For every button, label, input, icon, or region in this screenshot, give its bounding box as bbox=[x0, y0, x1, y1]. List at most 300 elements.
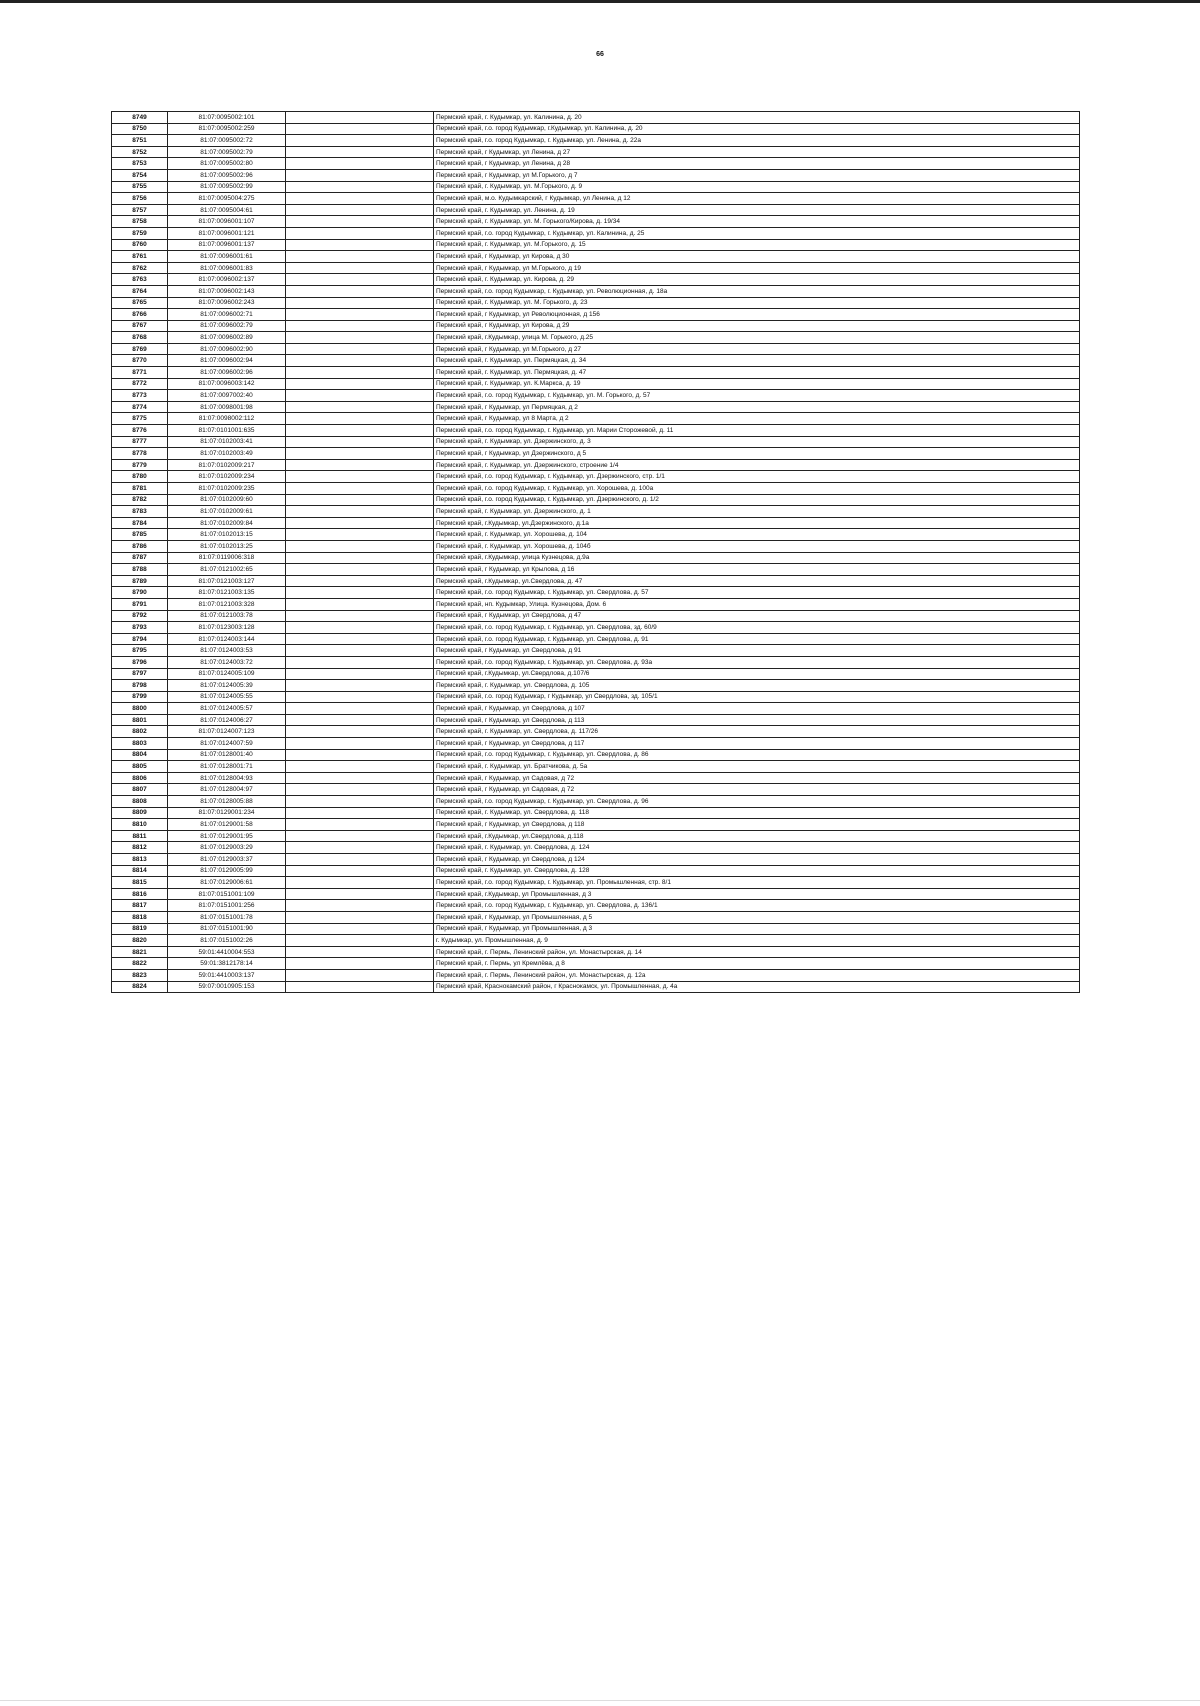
table-row bbox=[112, 575, 1080, 587]
row-number-cell: 8819 bbox=[112, 923, 168, 935]
cadastral-number-cell: 81:07:0096002:79 bbox=[168, 320, 286, 332]
row-number-cell: 8818 bbox=[112, 911, 168, 923]
empty-cell bbox=[286, 575, 434, 587]
address-cell: Пермский край, г. Кудымкар, ул. Дзержинского, д. 3 bbox=[434, 436, 1080, 448]
cadastral-number-cell: 81:07:0121003:135 bbox=[168, 587, 286, 599]
address-cell: Пермский край, г Кудымкар, ул Свердлова, д 124 bbox=[434, 854, 1080, 866]
cadastral-number-cell: 81:07:0102009:217 bbox=[168, 459, 286, 471]
address-cell: Пермский край, г. Кудымкар, ул. К.Маркса, д. 19 bbox=[434, 378, 1080, 390]
cadastral-number-cell: 81:07:0151001:78 bbox=[168, 911, 286, 923]
table-row bbox=[112, 506, 1080, 518]
cadastral-number-cell: 81:07:0096001:83 bbox=[168, 262, 286, 274]
table-row bbox=[112, 390, 1080, 402]
address-cell: Пермский край, г.Кудымкар, ул.Свердлова, д.107/6 bbox=[434, 668, 1080, 680]
address-cell: Пермский край, г.о. город Кудымкар, г. Кудымкар, ул. Ленина, д. 22а bbox=[434, 135, 1080, 147]
address-cell: Пермский край, г Кудымкар, ул Промышленная, д 3 bbox=[434, 923, 1080, 935]
cadastral-number-cell: 81:07:0095004:61 bbox=[168, 204, 286, 216]
table-row bbox=[112, 830, 1080, 842]
empty-cell bbox=[286, 900, 434, 912]
row-number-cell: 8812 bbox=[112, 842, 168, 854]
address-cell: Пермский край, г. Пермь, ул Кремлёва, д 8 bbox=[434, 958, 1080, 970]
empty-cell bbox=[286, 506, 434, 518]
table-row bbox=[112, 274, 1080, 286]
row-number-cell: 8760 bbox=[112, 239, 168, 251]
address-cell: Пермский край, Краснокамский район, г Краснокамск, ул. Промышленная, д. 4а bbox=[434, 981, 1080, 993]
empty-cell bbox=[286, 911, 434, 923]
empty-cell bbox=[286, 842, 434, 854]
table-row bbox=[112, 819, 1080, 831]
empty-cell bbox=[286, 981, 434, 993]
cadastral-number-cell: 81:07:0129001:58 bbox=[168, 819, 286, 831]
row-number-cell: 8796 bbox=[112, 656, 168, 668]
address-cell: Пермский край, г. Пермь, Ленинский район, ул. Монастырская, д. 12а bbox=[434, 969, 1080, 981]
row-number-cell: 8784 bbox=[112, 517, 168, 529]
cadastral-number-cell: 81:07:0095002:96 bbox=[168, 169, 286, 181]
empty-cell bbox=[286, 367, 434, 379]
empty-cell bbox=[286, 146, 434, 158]
empty-cell bbox=[286, 923, 434, 935]
table-row bbox=[112, 633, 1080, 645]
empty-cell bbox=[286, 888, 434, 900]
address-cell: Пермский край, г Кудымкар, ул Свердлова, д 117 bbox=[434, 738, 1080, 750]
empty-cell bbox=[286, 390, 434, 402]
row-number-cell: 8755 bbox=[112, 181, 168, 193]
address-cell: Пермский край, г. Кудымкар, ул. Пермяцкая, д. 47 bbox=[434, 367, 1080, 379]
empty-cell bbox=[286, 285, 434, 297]
row-number-cell: 8771 bbox=[112, 367, 168, 379]
cadastral-number-cell: 81:07:0095002:72 bbox=[168, 135, 286, 147]
cadastral-number-cell: 81:07:0128005:88 bbox=[168, 796, 286, 808]
row-number-cell: 8767 bbox=[112, 320, 168, 332]
empty-cell bbox=[286, 204, 434, 216]
address-cell: Пермский край, г Кудымкар, ул Садовая, д 72 bbox=[434, 772, 1080, 784]
address-cell: Пермский край, г Кудымкар, ул М.Горького, д 19 bbox=[434, 262, 1080, 274]
table-row bbox=[112, 923, 1080, 935]
row-number-cell: 8783 bbox=[112, 506, 168, 518]
table-row bbox=[112, 517, 1080, 529]
table-row bbox=[112, 540, 1080, 552]
empty-cell bbox=[286, 761, 434, 773]
cadastral-number-cell: 81:07:0151001:109 bbox=[168, 888, 286, 900]
cadastral-number-cell: 81:07:0096001:137 bbox=[168, 239, 286, 251]
empty-cell bbox=[286, 332, 434, 344]
cadastral-number-cell: 81:07:0123003:128 bbox=[168, 622, 286, 634]
address-cell: Пермский край, г.о. город Кудымкар, г.Кудымкар, ул. Калинина, д. 20 bbox=[434, 123, 1080, 135]
table-row bbox=[112, 251, 1080, 263]
address-cell: Пермский край, г Кудымкар, ул Крылова, д 16 bbox=[434, 564, 1080, 576]
table-row bbox=[112, 738, 1080, 750]
row-number-cell: 8768 bbox=[112, 332, 168, 344]
row-number-cell: 8815 bbox=[112, 877, 168, 889]
empty-cell bbox=[286, 633, 434, 645]
address-cell: Пермский край, г.о. город Кудымкар, г. Кудымкар, ул. Дзержинского, д. 1/2 bbox=[434, 494, 1080, 506]
empty-cell bbox=[286, 262, 434, 274]
cadastral-number-cell: 81:07:0129003:37 bbox=[168, 854, 286, 866]
cadastral-number-cell: 81:07:0096002:143 bbox=[168, 285, 286, 297]
row-number-cell: 8775 bbox=[112, 413, 168, 425]
row-number-cell: 8821 bbox=[112, 946, 168, 958]
row-number-cell: 8788 bbox=[112, 564, 168, 576]
cadastral-number-cell: 81:07:0129003:29 bbox=[168, 842, 286, 854]
address-cell: Пермский край, г Кудымкар, ул Садовая, д 72 bbox=[434, 784, 1080, 796]
cadastral-number-cell: 81:07:0124003:53 bbox=[168, 645, 286, 657]
address-cell: Пермский край, г. Кудымкар, ул. Свердлова, д. 128 bbox=[434, 865, 1080, 877]
empty-cell bbox=[286, 854, 434, 866]
table-row bbox=[112, 193, 1080, 205]
cadastral-number-cell: 81:07:0095002:101 bbox=[168, 112, 286, 124]
cadastral-number-cell: 81:07:0124005:57 bbox=[168, 703, 286, 715]
empty-cell bbox=[286, 784, 434, 796]
empty-cell bbox=[286, 656, 434, 668]
row-number-cell: 8777 bbox=[112, 436, 168, 448]
cadastral-number-cell: 81:07:0121003:127 bbox=[168, 575, 286, 587]
address-cell: Пермский край, г. Кудымкар, ул. Кирова, д. 29 bbox=[434, 274, 1080, 286]
address-cell: Пермский край, г.о. город Кудымкар, г. Кудымкар, ул. Хорошева, д. 100а bbox=[434, 483, 1080, 495]
table-row bbox=[112, 332, 1080, 344]
table-row bbox=[112, 285, 1080, 297]
table-row bbox=[112, 761, 1080, 773]
empty-cell bbox=[286, 540, 434, 552]
cadastral-number-cell: 81:07:0098001:98 bbox=[168, 401, 286, 413]
row-number-cell: 8804 bbox=[112, 749, 168, 761]
address-cell: Пермский край, г Кудымкар, ул Свердлова, д 47 bbox=[434, 610, 1080, 622]
cadastral-number-cell: 81:07:0151001:256 bbox=[168, 900, 286, 912]
page-number: 66 bbox=[596, 51, 604, 58]
row-number-cell: 8816 bbox=[112, 888, 168, 900]
row-number-cell: 8801 bbox=[112, 714, 168, 726]
table-row bbox=[112, 343, 1080, 355]
address-cell: Пермский край, г.о. город Кудымкар, г. Кудымкар, ул. Дзержинского, стр. 1/1 bbox=[434, 471, 1080, 483]
row-number-cell: 8805 bbox=[112, 761, 168, 773]
table-row bbox=[112, 309, 1080, 321]
cadastral-number-cell: 81:07:0102003:41 bbox=[168, 436, 286, 448]
row-number-cell: 8776 bbox=[112, 425, 168, 437]
table-row bbox=[112, 587, 1080, 599]
address-cell: Пермский край, г. Кудымкар, ул. Свердлова, д. 124 bbox=[434, 842, 1080, 854]
address-cell: Пермский край, г. Кудымкар, ул. Братчикова, д. 5а bbox=[434, 761, 1080, 773]
cadastral-number-cell: 81:07:0121002:65 bbox=[168, 564, 286, 576]
table-row bbox=[112, 297, 1080, 309]
row-number-cell: 8754 bbox=[112, 169, 168, 181]
table-row bbox=[112, 911, 1080, 923]
cadastral-number-cell: 59:01:4410004:553 bbox=[168, 946, 286, 958]
table-row bbox=[112, 123, 1080, 135]
address-cell: Пермский край, г.Кудымкар, ул.Свердлова, д.118 bbox=[434, 830, 1080, 842]
address-cell: Пермский край, г. Кудымкар, ул. М. Горького/Кирова, д. 19/34 bbox=[434, 216, 1080, 228]
address-cell: Пермский край, г. Кудымкар, ул. Свердлова, д. 105 bbox=[434, 680, 1080, 692]
table-row bbox=[112, 645, 1080, 657]
address-cell: Пермский край, г.о. город Кудымкар, г. Кудымкар, ул. Марии Сторожевой, д. 11 bbox=[434, 425, 1080, 437]
empty-cell bbox=[286, 355, 434, 367]
empty-cell bbox=[286, 251, 434, 263]
cadastral-number-cell: 81:07:0129006:61 bbox=[168, 877, 286, 889]
table-row bbox=[112, 877, 1080, 889]
row-number-cell: 8822 bbox=[112, 958, 168, 970]
empty-cell bbox=[286, 494, 434, 506]
cadastral-number-cell: 81:07:0096002:137 bbox=[168, 274, 286, 286]
address-cell: Пермский край, г. Кудымкар, ул. Дзержинского, строение 1/4 bbox=[434, 459, 1080, 471]
table-row bbox=[112, 367, 1080, 379]
row-number-cell: 8766 bbox=[112, 309, 168, 321]
address-cell: Пермский край, г.о. город Кудымкар, г. Кудымкар, ул. Революционная, д. 18а bbox=[434, 285, 1080, 297]
address-cell: Пермский край, г Кудымкар, ул Ленина, д 28 bbox=[434, 158, 1080, 170]
row-number-cell: 8761 bbox=[112, 251, 168, 263]
cadastral-number-cell: 81:07:0095002:80 bbox=[168, 158, 286, 170]
cadastral-number-cell: 81:07:0151001:90 bbox=[168, 923, 286, 935]
empty-cell bbox=[286, 552, 434, 564]
empty-cell bbox=[286, 726, 434, 738]
row-number-cell: 8764 bbox=[112, 285, 168, 297]
empty-cell bbox=[286, 401, 434, 413]
row-number-cell: 8807 bbox=[112, 784, 168, 796]
empty-cell bbox=[286, 169, 434, 181]
row-number-cell: 8824 bbox=[112, 981, 168, 993]
row-number-cell: 8769 bbox=[112, 343, 168, 355]
address-cell: Пермский край, г. Кудымкар, ул. Свердлова, д. 117/26 bbox=[434, 726, 1080, 738]
row-number-cell: 8813 bbox=[112, 854, 168, 866]
cadastral-number-cell: 81:07:0096002:90 bbox=[168, 343, 286, 355]
empty-cell bbox=[286, 471, 434, 483]
cadastral-number-cell: 81:07:0124005:55 bbox=[168, 691, 286, 703]
table-row bbox=[112, 807, 1080, 819]
table-row bbox=[112, 169, 1080, 181]
address-cell: Пермский край, г. Кудымкар, ул. Калинина, д. 20 bbox=[434, 112, 1080, 124]
address-cell: г. Кудымкар, ул. Промышленная, д. 9 bbox=[434, 935, 1080, 947]
row-number-cell: 8762 bbox=[112, 262, 168, 274]
address-cell: Пермский край, г. Кудымкар, ул. М.Горького, д. 15 bbox=[434, 239, 1080, 251]
cadastral-number-cell: 81:07:0121003:78 bbox=[168, 610, 286, 622]
table-row bbox=[112, 958, 1080, 970]
row-number-cell: 8789 bbox=[112, 575, 168, 587]
row-number-cell: 8750 bbox=[112, 123, 168, 135]
address-cell: Пермский край, г Кудымкар, ул Свердлова, д 118 bbox=[434, 819, 1080, 831]
empty-cell bbox=[286, 807, 434, 819]
address-cell: Пермский край, г.Кудымкар, ул Промышленная, д 3 bbox=[434, 888, 1080, 900]
cadastral-number-cell: 81:07:0124005:109 bbox=[168, 668, 286, 680]
address-cell: Пермский край, г. Кудымкар, ул. М.Горького, д. 9 bbox=[434, 181, 1080, 193]
empty-cell bbox=[286, 738, 434, 750]
cadastral-number-cell: 81:07:0096002:243 bbox=[168, 297, 286, 309]
table-row bbox=[112, 355, 1080, 367]
cadastral-number-cell: 81:07:0128004:97 bbox=[168, 784, 286, 796]
address-cell: Пермский край, г Кудымкар, ул Ленина, д 27 bbox=[434, 146, 1080, 158]
address-cell: Пермский край, г.Кудымкар, улица М. Горького, д.25 bbox=[434, 332, 1080, 344]
address-cell: Пермский край, г. Кудымкар, ул. М. Горького, д. 23 bbox=[434, 297, 1080, 309]
empty-cell bbox=[286, 425, 434, 437]
row-number-cell: 8792 bbox=[112, 610, 168, 622]
table-row bbox=[112, 969, 1080, 981]
cadastral-number-cell: 81:07:0128001:71 bbox=[168, 761, 286, 773]
empty-cell bbox=[286, 123, 434, 135]
row-number-cell: 8749 bbox=[112, 112, 168, 124]
empty-cell bbox=[286, 749, 434, 761]
row-number-cell: 8779 bbox=[112, 459, 168, 471]
row-number-cell: 8823 bbox=[112, 969, 168, 981]
cadastral-number-cell: 59:01:4410003:137 bbox=[168, 969, 286, 981]
empty-cell bbox=[286, 564, 434, 576]
empty-cell bbox=[286, 320, 434, 332]
cadastral-number-cell: 81:07:0102009:235 bbox=[168, 483, 286, 495]
address-cell: Пермский край, г Кудымкар, ул М.Горького, д 7 bbox=[434, 169, 1080, 181]
address-cell: Пермский край, г Кудымкар, ул Революционная, д 156 bbox=[434, 309, 1080, 321]
empty-cell bbox=[286, 877, 434, 889]
address-cell: Пермский край, г Кудымкар, ул 8 Марта, д 2 bbox=[434, 413, 1080, 425]
row-number-cell: 8800 bbox=[112, 703, 168, 715]
row-number-cell: 8751 bbox=[112, 135, 168, 147]
table-row bbox=[112, 796, 1080, 808]
empty-cell bbox=[286, 378, 434, 390]
table-row bbox=[112, 854, 1080, 866]
row-number-cell: 8772 bbox=[112, 378, 168, 390]
address-cell: Пермский край, г.о. город Кудымкар, г Кудымкар, ул Свердлова, зд. 105/1 bbox=[434, 691, 1080, 703]
empty-cell bbox=[286, 517, 434, 529]
empty-cell bbox=[286, 645, 434, 657]
row-number-cell: 8802 bbox=[112, 726, 168, 738]
address-cell: Пермский край, г.Кудымкар, ул.Дзержинского, д.1а bbox=[434, 517, 1080, 529]
row-number-cell: 8786 bbox=[112, 540, 168, 552]
cadastral-number-cell: 81:07:0128004:93 bbox=[168, 772, 286, 784]
empty-cell bbox=[286, 158, 434, 170]
address-cell: Пермский край, г.о. город Кудымкар, г. Кудымкар, ул. Свердлова, д. 96 bbox=[434, 796, 1080, 808]
table-row bbox=[112, 204, 1080, 216]
cadastral-number-cell: 81:07:0098002:112 bbox=[168, 413, 286, 425]
address-cell: Пермский край, г.Кудымкар, ул.Свердлова, д. 47 bbox=[434, 575, 1080, 587]
cadastral-number-cell: 81:07:0102009:60 bbox=[168, 494, 286, 506]
row-number-cell: 8774 bbox=[112, 401, 168, 413]
cadastral-number-cell: 81:07:0121003:328 bbox=[168, 598, 286, 610]
empty-cell bbox=[286, 448, 434, 460]
address-cell: Пермский край, г.о. город Кудымкар, г. Кудымкар, ул. Свердлова, зд. 60/9 bbox=[434, 622, 1080, 634]
table-row bbox=[112, 448, 1080, 460]
empty-cell bbox=[286, 622, 434, 634]
address-cell: Пермский край, г.о. город Кудымкар, г. Кудымкар, ул. Свердлова, д. 91 bbox=[434, 633, 1080, 645]
address-cell: Пермский край, г. Пермь, Ленинский район, ул. Монастырская, д. 14 bbox=[434, 946, 1080, 958]
empty-cell bbox=[286, 135, 434, 147]
address-cell: Пермский край, г. Кудымкар, ул. Хорошева, д. 104 bbox=[434, 529, 1080, 541]
row-number-cell: 8773 bbox=[112, 390, 168, 402]
empty-cell bbox=[286, 529, 434, 541]
address-cell: Пермский край, г Кудымкар, ул Свердлова, д 113 bbox=[434, 714, 1080, 726]
cadastral-number-cell: 81:07:0124006:27 bbox=[168, 714, 286, 726]
address-cell: Пермский край, г.о. город Кудымкар, г. Кудымкар, ул. Промышленная, стр. 8/1 bbox=[434, 877, 1080, 889]
empty-cell bbox=[286, 830, 434, 842]
empty-cell bbox=[286, 865, 434, 877]
empty-cell bbox=[286, 309, 434, 321]
empty-cell bbox=[286, 436, 434, 448]
row-number-cell: 8778 bbox=[112, 448, 168, 460]
table-row bbox=[112, 981, 1080, 993]
table-row bbox=[112, 158, 1080, 170]
cadastral-number-cell: 81:07:0101001:635 bbox=[168, 425, 286, 437]
empty-cell bbox=[286, 297, 434, 309]
cadastral-number-cell: 81:07:0097002:40 bbox=[168, 390, 286, 402]
address-cell: Пермский край, г.о. город Кудымкар, г. Кудымкар, ул. Свердлова, д. 136/1 bbox=[434, 900, 1080, 912]
table-row bbox=[112, 494, 1080, 506]
table-row bbox=[112, 598, 1080, 610]
table-body bbox=[112, 112, 1080, 993]
cadastral-number-cell: 59:07:0010905:153 bbox=[168, 981, 286, 993]
cadastral-number-cell: 81:07:0096001:61 bbox=[168, 251, 286, 263]
cadastral-number-cell: 81:07:0124003:144 bbox=[168, 633, 286, 645]
address-cell: Пермский край, г.о. город Кудымкар, г. Кудымкар, ул. Свердлова, д. 57 bbox=[434, 587, 1080, 599]
address-cell: Пермский край, г. Кудымкар, ул. Ленина, д. 19 bbox=[434, 204, 1080, 216]
empty-cell bbox=[286, 343, 434, 355]
empty-cell bbox=[286, 969, 434, 981]
row-number-cell: 8758 bbox=[112, 216, 168, 228]
table-row bbox=[112, 146, 1080, 158]
address-cell: Пермский край, г Кудымкар, ул Промышленная, д 5 bbox=[434, 911, 1080, 923]
table-row bbox=[112, 946, 1080, 958]
table-row bbox=[112, 320, 1080, 332]
empty-cell bbox=[286, 714, 434, 726]
table-row bbox=[112, 726, 1080, 738]
table-row bbox=[112, 703, 1080, 715]
cadastral-number-cell: 81:07:0129001:234 bbox=[168, 807, 286, 819]
row-number-cell: 8781 bbox=[112, 483, 168, 495]
cadastral-number-cell: 81:07:0124003:72 bbox=[168, 656, 286, 668]
empty-cell bbox=[286, 958, 434, 970]
row-number-cell: 8817 bbox=[112, 900, 168, 912]
row-number-cell: 8770 bbox=[112, 355, 168, 367]
address-cell: Пермский край, г Кудымкар, ул Свердлова, д 91 bbox=[434, 645, 1080, 657]
scan-bottom-edge bbox=[0, 1700, 1200, 1701]
row-number-cell: 8798 bbox=[112, 680, 168, 692]
row-number-cell: 8765 bbox=[112, 297, 168, 309]
row-number-cell: 8794 bbox=[112, 633, 168, 645]
cadastral-number-cell: 59:01:3812178:14 bbox=[168, 958, 286, 970]
address-cell: Пермский край, г. Кудымкар, ул. Свердлова, д. 118 bbox=[434, 807, 1080, 819]
table-row bbox=[112, 842, 1080, 854]
table-row bbox=[112, 413, 1080, 425]
address-cell: Пермский край, м.о. Кудымкарский, г Кудымкар, ул Ленина, д 12 bbox=[434, 193, 1080, 205]
row-number-cell: 8809 bbox=[112, 807, 168, 819]
cadastral-number-cell: 81:07:0124007:59 bbox=[168, 738, 286, 750]
address-cell: Пермский край, г. Кудымкар, ул. Дзержинского, д. 1 bbox=[434, 506, 1080, 518]
row-number-cell: 8793 bbox=[112, 622, 168, 634]
cadastral-number-cell: 81:07:0102013:15 bbox=[168, 529, 286, 541]
cadastral-number-cell: 81:07:0096001:121 bbox=[168, 227, 286, 239]
cadastral-number-cell: 81:07:0124007:123 bbox=[168, 726, 286, 738]
empty-cell bbox=[286, 274, 434, 286]
address-cell: Пермский край, г.о. город Кудымкар, г. Кудымкар, ул. М. Горького, д. 57 bbox=[434, 390, 1080, 402]
property-registry-table bbox=[111, 111, 1080, 993]
row-number-cell: 8806 bbox=[112, 772, 168, 784]
row-number-cell: 8791 bbox=[112, 598, 168, 610]
row-number-cell: 8795 bbox=[112, 645, 168, 657]
table-row bbox=[112, 714, 1080, 726]
table-row bbox=[112, 471, 1080, 483]
row-number-cell: 8756 bbox=[112, 193, 168, 205]
cadastral-number-cell: 81:07:0124005:39 bbox=[168, 680, 286, 692]
empty-cell bbox=[286, 193, 434, 205]
address-cell: Пермский край, г. Кудымкар, ул. Пермяцкая, д. 34 bbox=[434, 355, 1080, 367]
table-row bbox=[112, 401, 1080, 413]
row-number-cell: 8799 bbox=[112, 691, 168, 703]
table-row bbox=[112, 181, 1080, 193]
row-number-cell: 8810 bbox=[112, 819, 168, 831]
address-cell: Пермский край, г Кудымкар, ул Кирова, д 30 bbox=[434, 251, 1080, 263]
cadastral-number-cell: 81:07:0129001:95 bbox=[168, 830, 286, 842]
empty-cell bbox=[286, 819, 434, 831]
address-cell: Пермский край, г Кудымкар, ул М.Горького, д 27 bbox=[434, 343, 1080, 355]
cadastral-number-cell: 81:07:0096002:71 bbox=[168, 309, 286, 321]
cadastral-number-cell: 81:07:0096003:142 bbox=[168, 378, 286, 390]
table-row bbox=[112, 656, 1080, 668]
address-cell: Пермский край, г Кудымкар, ул Кирова, д 29 bbox=[434, 320, 1080, 332]
address-cell: Пермский край, г.о. город Кудымкар, г. Кудымкар, ул. Свердлова, д. 93а bbox=[434, 656, 1080, 668]
empty-cell bbox=[286, 227, 434, 239]
empty-cell bbox=[286, 181, 434, 193]
